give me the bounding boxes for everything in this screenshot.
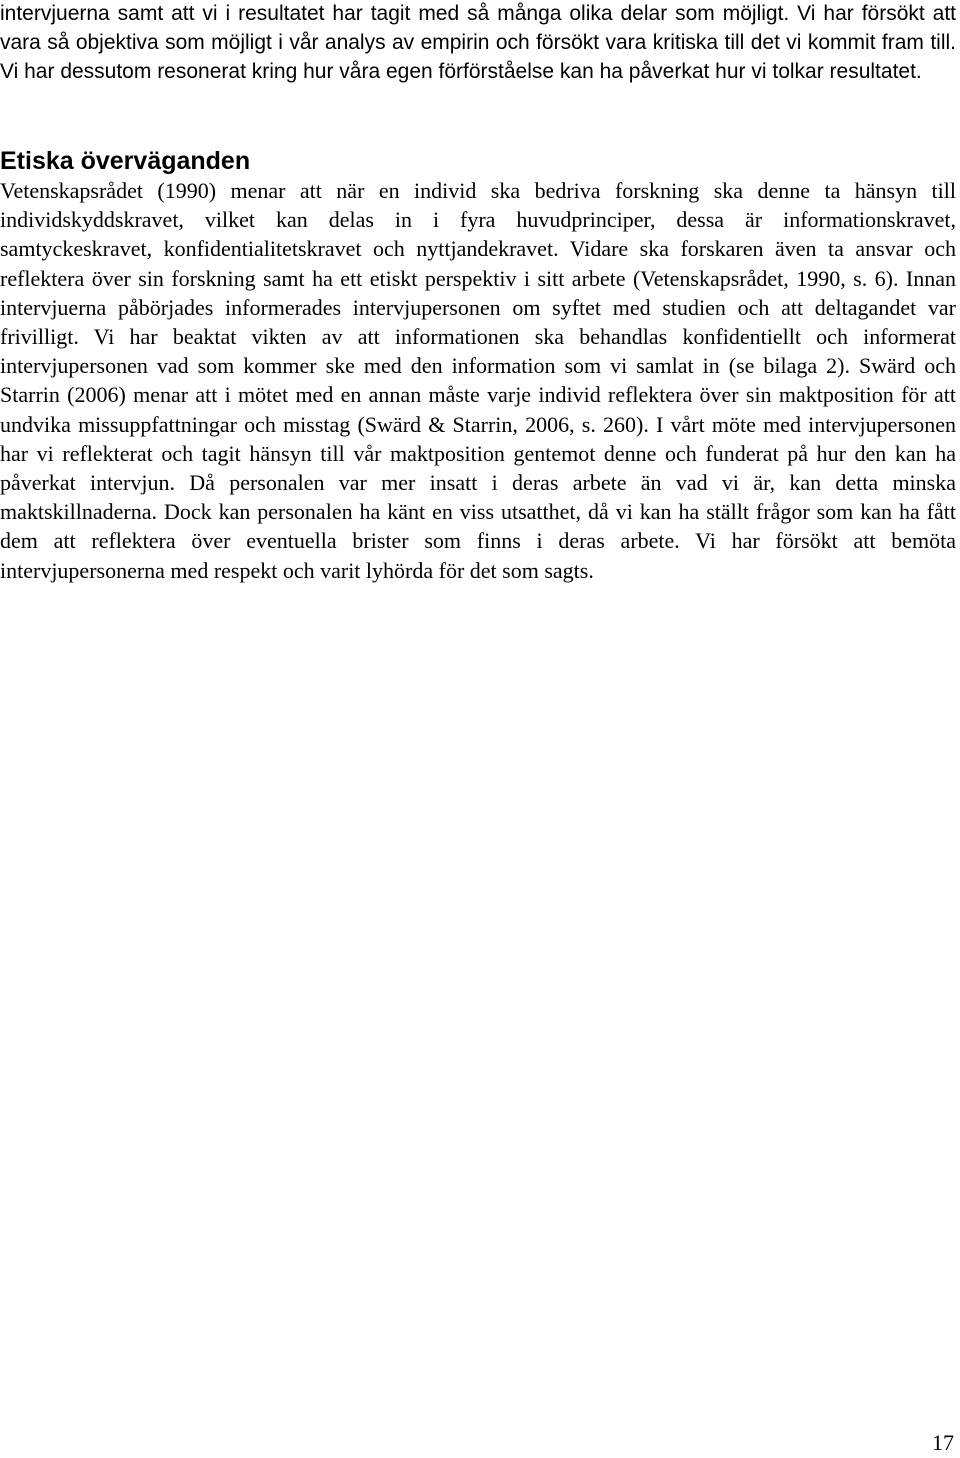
intro-paragraph: intervjuerna samt att vi i resultatet har tagit med så många olika delar som möjligt. Vi har försökt att vara så objektiva som möjligt i vår analys av empirin och försökt vara kritiska till det vi kommit fram till. Vi har dessutom resonerat kring hur våra egen förförståelse kan ha påverkat hur vi tolkar resultatet. bbox=[0, 2, 956, 84]
page-number: 17 bbox=[932, 1430, 954, 1455]
section-heading: Etiska överväganden bbox=[0, 147, 251, 175]
body-paragraph: Vetenskapsrådet (1990) menar att när en individ ska bedriva forskning ska denne ta hänsyn till individskyddskravet, vilket kan delas in i fyra huvudprinciper, dessa är informationskravet, samtyckeskravet, konfidentialitetskravet och nyttjandekravet. Vidare ska forskaren även ta ansvar och reflektera över sin forskning samt ha ett etiskt perspektiv i sitt arbete (Vetenskapsrådet, 1990, s. 6). Innan intervjuerna påbörjades informerades intervjupersonen om syftet med studien och att deltagandet var frivilligt. Vi har beaktat vikten av att informationen ska behandlas konfidentiellt och informerat intervjupersonen vad som kommer ske med den information som vi samlat in (se bilaga 2). Swärd och Starrin (2006) menar att i mötet med en annan måste varje individ reflektera över sin maktposition för att undvika missuppfattningar och misstag (Swärd & Starrin, 2006, s. 260). I vårt möte med intervjupersonen har vi reflekterat och tagit hänsyn till vår maktposition gentemot denne och funderat på hur den kan ha påverkat intervjun. Då personalen var mer insatt i deras arbete än vad vi är, kan detta minska maktskillnaderna. Dock kan personalen ha känt en viss utsatthet, då vi kan ha ställt frågor som kan ha fått dem att reflektera över eventuella brister som finns i deras arbete. Vi har försökt att bemöta intervjupersonerna med respekt och varit lyhörda för det som sagts. bbox=[0, 178, 956, 583]
